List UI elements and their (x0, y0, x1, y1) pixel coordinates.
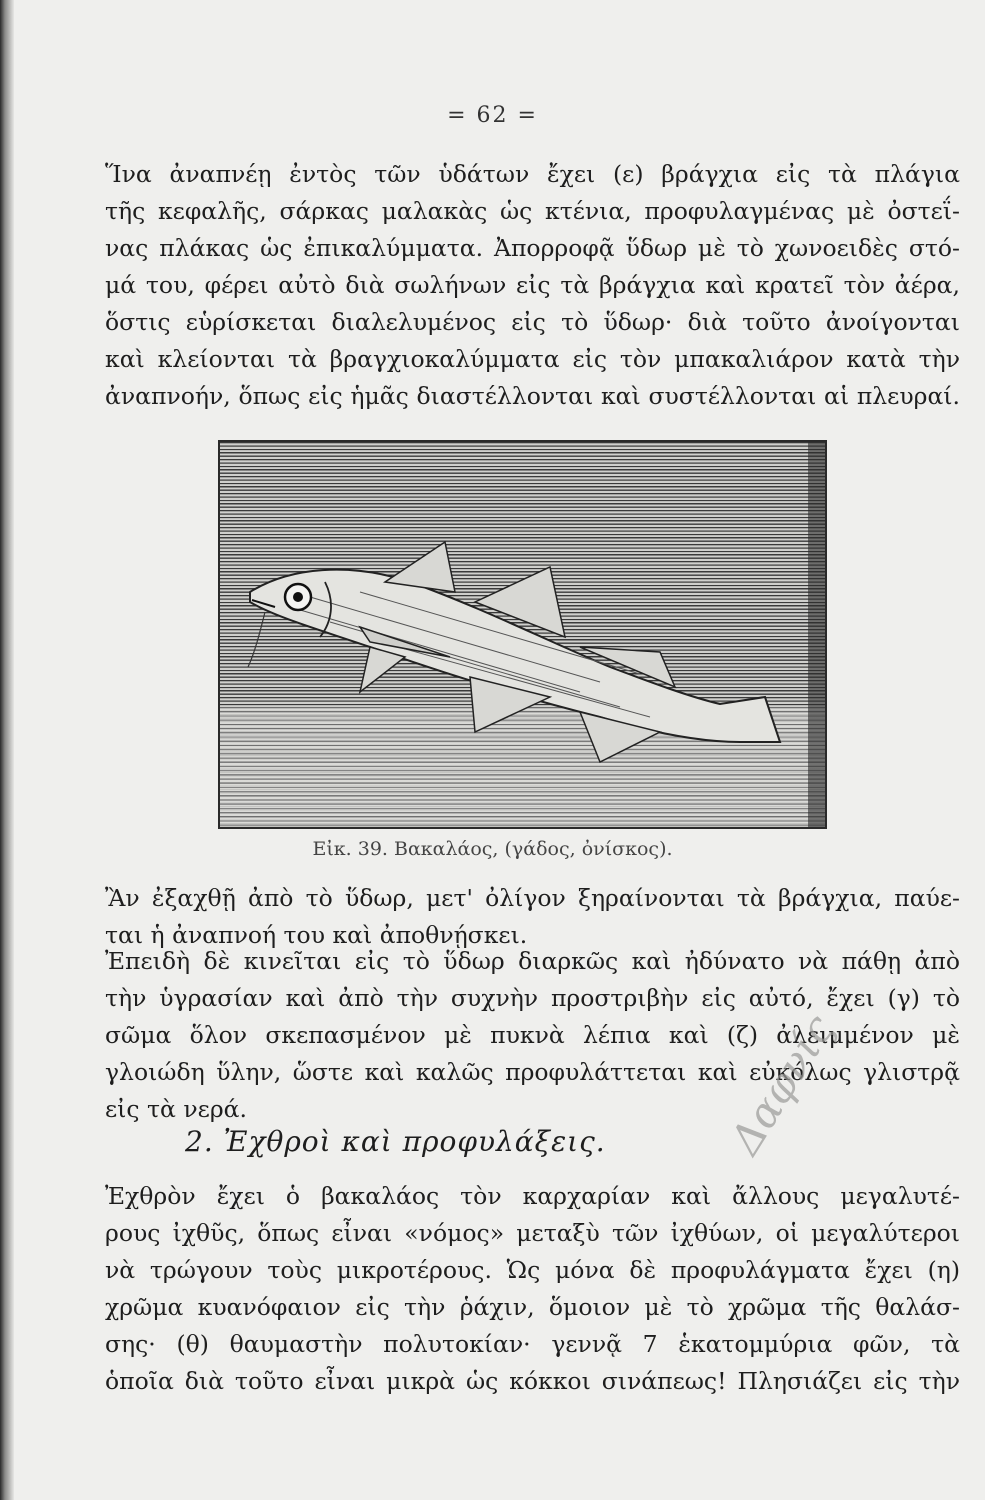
page-binding-shadow (0, 0, 14, 1500)
cod-engraving-figure (218, 440, 827, 829)
text-line: Ἂν ἐξαχθῇ ἀπὸ τὸ ὕδωρ, μετ' ὀλίγον ξηραίνονται τὰ βράγχια, παύε- (105, 884, 960, 912)
text-line: μά του, φέρει αὐτὸ διὰ σωλήνων εἰς τὰ βράγχια καὶ κρατεῖ τὸν ἀέρα, (105, 271, 960, 299)
text-line: εἰς τὰ νερά. (105, 1095, 247, 1123)
text-line: γλοιώδη ὕλην, ὥστε καὶ καλῶς προφυλάττεται καὶ εὐκόλως γλιστρᾷ (105, 1058, 960, 1086)
text-line: σῶμα ὅλον σκεπασμένον μὲ πυκνὰ λέπια καὶ (ζ) ἀλειμμένον μὲ (105, 1021, 960, 1049)
text-line: ται ἡ ἀναπνοή του καὶ ἀποθνῄσκει. (105, 921, 528, 949)
text-line: ὅστις εὑρίσκεται διαλελυμένος εἰς τὸ ὕδωρ· διὰ τοῦτο ἀνοίγονται (105, 308, 960, 336)
text-line: νὰ τρώγουν τοὺς μικροτέρους. Ὡς μόνα δὲ προφυλάγματα ἔχει (η) (105, 1256, 960, 1284)
text-line: Ἐπειδὴ δὲ κινεῖται εἰς τὸ ὕδωρ διαρκῶς καὶ ἠδύνατο νὰ πάθῃ ἀπὸ (105, 947, 960, 975)
text-line: καὶ κλείονται τὰ βραγχιοκαλύμματα εἰς τὸν μπακαλιάρον κατὰ τὴν (105, 345, 960, 373)
text-line: Ἵνα ἀναπνέῃ ἐντὸς τῶν ὑδάτων ἔχει (ε) βράγχια εἰς τὰ πλάγια (105, 160, 960, 188)
text-line: νας πλάκας ὡς ἐπικαλύμματα. Ἀπορροφᾷ ὕδωρ μὲ τὸ χωνοειδὲς στό- (105, 234, 960, 262)
fish-pupil (293, 592, 303, 602)
section-heading: 2. Ἐχθροὶ καὶ προφυλάξεις. (185, 1125, 606, 1158)
text-line: ἀναπνοήν, ὅπως εἰς ἡμᾶς διαστέλλονται καὶ συστέλλονται αἱ πλευραί. (105, 382, 960, 410)
water-edge-shading (808, 442, 825, 827)
fish-barbel (248, 612, 265, 667)
text-line: τὴν ὑγρασίαν καὶ ἀπὸ τὴν συχνὴν προστριβὴν εἰς αὐτό, ἔχει (γ) τὸ (105, 984, 960, 1012)
text-line: σης· (θ) θαυμαστὴν πολυτοκίαν· γεννᾷ 7 ἑκατομμύρια φῶν, τὰ (105, 1330, 960, 1358)
text-line: τῆς κεφαλῆς, σάρκας μαλακὰς ὡς κτένια, προφυλαγμένας μὲ ὀστεΐ- (105, 197, 960, 225)
figure-caption: Εἰκ. 39. Βακαλάος, (γάδος, ὀνίσκος). (312, 838, 673, 860)
paragraph-enemies (105, 1178, 960, 1400)
page-number: = 62 = (447, 103, 538, 128)
cod-fish-illustration (220, 442, 825, 827)
text-line: ὁποῖα διὰ τοῦτο εἶναι μικρὰ ὡς κόκκοι σινάπεως! Πλησιάζει εἰς τὴν (105, 1367, 960, 1395)
text-line: ρους ἰχθῦς, ὅπως εἶναι «νόμος» μεταξὺ τῶν ἰχθύων, οἱ μεγαλύτεροι (105, 1219, 960, 1247)
paragraph-gills (105, 156, 960, 415)
text-line: χρῶμα κυανόφαιον εἰς τὴν ῥάχιν, ὅμοιον μὲ τὸ χρῶμα τῆς θαλάσ- (105, 1293, 960, 1321)
text-line: Ἐχθρὸν ἔχει ὁ βακαλάος τὸν καρχαρίαν καὶ ἄλλους μεγαλυτέ- (105, 1182, 960, 1210)
pencil-margin-note: Δαφνίς (720, 1006, 844, 1163)
